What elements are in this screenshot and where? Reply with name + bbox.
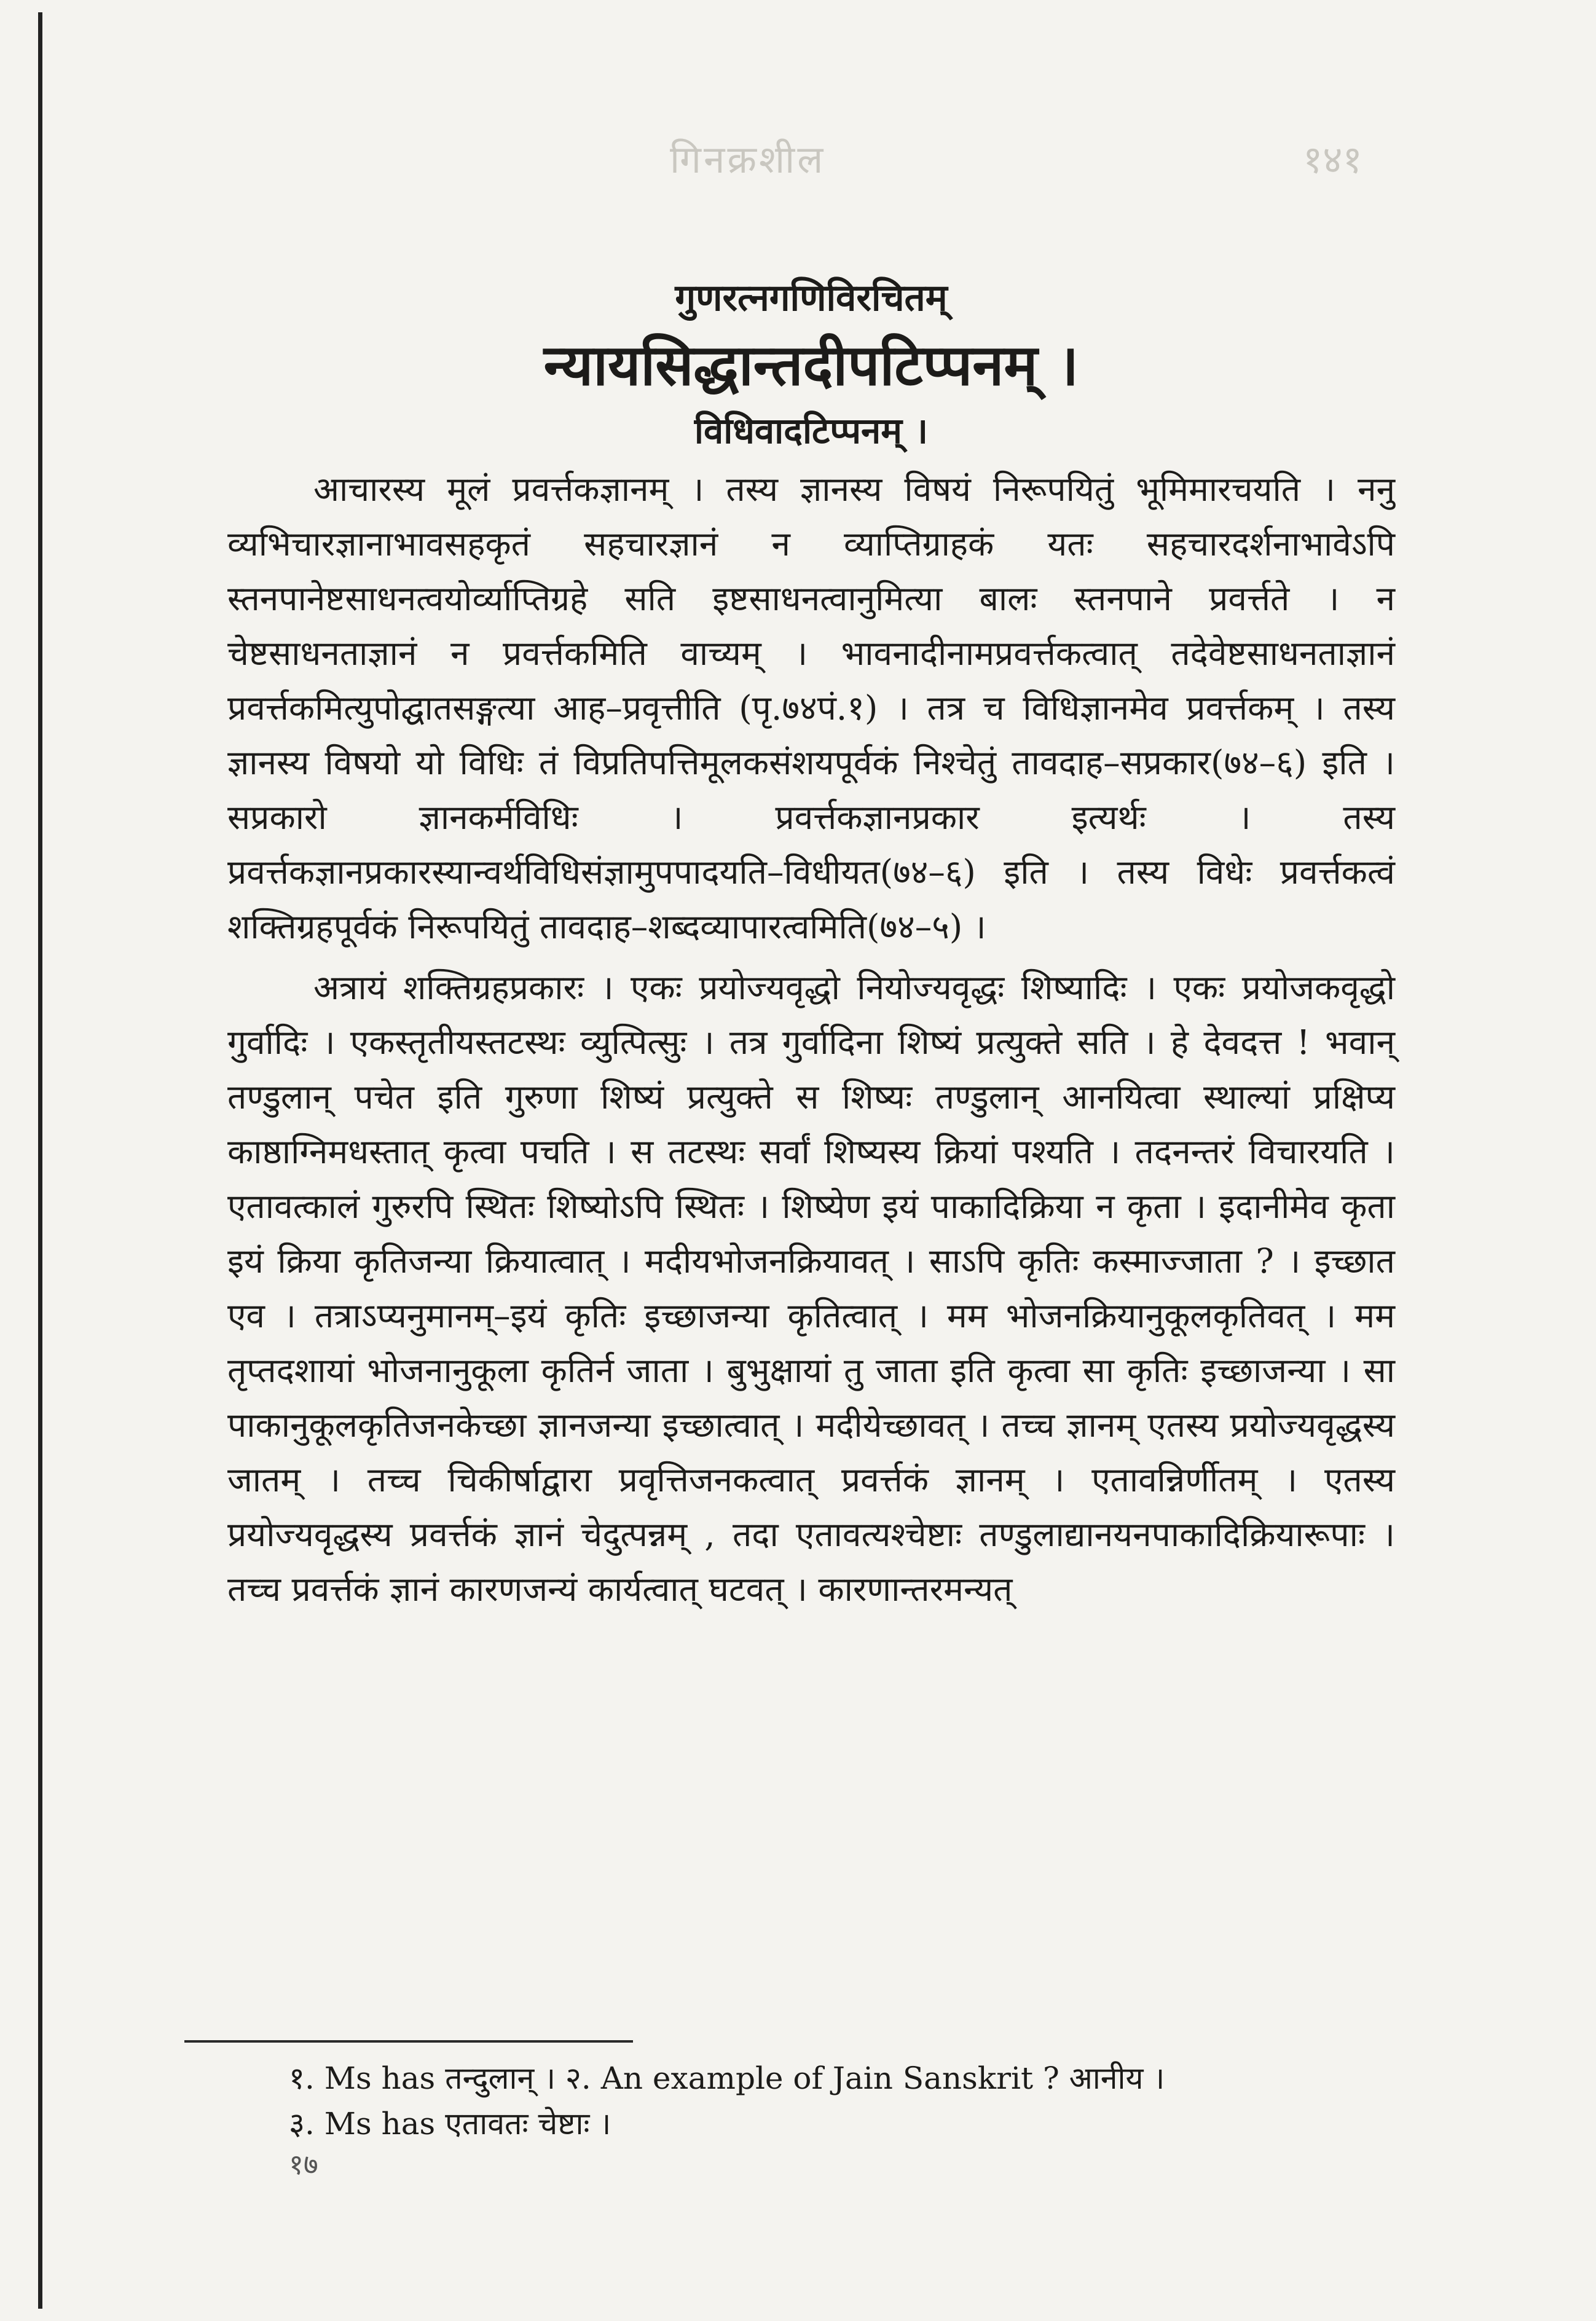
footnote-divider bbox=[184, 2040, 633, 2043]
author-line: गुणरत्नगणिविरचितम् bbox=[675, 277, 948, 320]
section-heading: विधिवादटिप्पनम् । bbox=[694, 410, 929, 452]
page-edge-rule bbox=[38, 12, 42, 2309]
paragraph-1: आचारस्य मूलं प्रवर्त्तकज्ञानम् । तस्य ज्ञानस्य विषयं निरूपयितुं भूमिमारचयति । ननु व्यभिचारज्ञानाभावसहकृतं सहचारज्ञानं न व्याप्तिग्राहकं यतः सहचारदर्शनाभावेऽपि स्तनपानेष्टसाधनत्वयोर्व्याप्तिग्रहे सति इष्टसाधनत्वानुमित्या बालः स्तनपाने प्रवर्त्तते । न चेष्टसाधनताज्ञानं न प्रवर्त्तकमिति वाच्यम् । भावनादीनामप्रवर्त्तकत्वात् तदेवेष्टसाधनताज्ञानं प्रवर्त्तकमित्युपोद्घातसङ्गत्या आह–प्रवृत्तीति (पृ.७४पं.१) । तत्र च विधिज्ञानमेव प्रवर्त्तकम् । तस्य ज्ञानस्य विषयो यो विधिः तं विप्रतिपत्तिमूलकसंशयपूर्वकं निश्चेतुं तावदाह–सप्रकार(७४–६) इति । सप्रकारो ज्ञानकर्मविधिः । प्रवर्त्तकज्ञानप्रकार इत्यर्थः । तस्य प्रवर्त्तकज्ञानप्रकारस्यान्वर्थविधिसंज्ञामुपपादयति–विधीयत(७४–६) इति । तस्य विधेः प्रवर्त्तकत्वं शक्तिग्रहपूर्वकं निरूपयितुं तावदाह–शब्दव्यापारत्वमिति(७४–५) । bbox=[227, 469, 1395, 946]
signature-mark: १७ bbox=[289, 2148, 318, 2181]
page-content bbox=[227, 270, 1395, 1617]
bleed-through-header: गिनक्रशील bbox=[670, 137, 826, 182]
bleed-through-page-number: १४१ bbox=[1303, 137, 1362, 182]
footnote-1-2: १. Ms has तन्दुलान् । २. An example of Jain Sanskrit ? आनीय । bbox=[289, 2060, 1165, 2096]
footnote-3: ३. Ms has एतावतः चेष्टाः । bbox=[289, 2106, 611, 2142]
page-title: न्यायसिद्धान्तदीपटिप्पनम् । bbox=[543, 332, 1079, 398]
footnotes bbox=[289, 2056, 1426, 2146]
paragraph-2: अत्रायं शक्तिग्रहप्रकारः । एकः प्रयोज्यवृद्धो नियोज्यवृद्धः शिष्यादिः । एकः प्रयोजकवृद्धो गुर्वादिः । एकस्तृतीयस्तटस्थः व्युत्पित्सुः । तत्र गुर्वादिना शिष्यं प्रत्युक्ते सति । हे देवदत्त ! भवान् तण्डुलान् पचेत इति गुरुणा शिष्यं प्रत्युक्ते स शिष्यः तण्डुलान् आनयित्वा स्थाल्यां प्रक्षिप्य काष्ठाग्निमधस्तात् कृत्वा पचति । स तटस्थः सर्वां शिष्यस्य क्रियां पश्यति । तदनन्तरं विचारयति । एतावत्कालं गुरुरपि स्थितः शिष्योऽपि स्थितः । शिष्येण इयं पाकादिक्रिया न कृता । इदानीमेव कृता इयं क्रिया कृतिजन्या क्रियात्वात् । मदीयभोजनक्रियावत् । साऽपि कृतिः कस्माज्जाता ? । इच्छात एव । तत्राऽप्यनुमानम्–इयं कृतिः इच्छाजन्या कृतित्वात् । मम भोजनक्रियानुकूलकृतिवत् । मम तृप्तदशायां भोजनानुकूला कृतिर्न जाता । बुभुक्षायां तु जाता इति कृत्वा सा कृतिः इच्छाजन्या । सा पाकानुकूलकृतिजनकेच्छा ज्ञानजन्या इच्छात्वात् । मदीयेच्छावत् । तच्च ज्ञानम् एतस्य प्रयोज्यवृद्धस्य जातम् । तच्च चिकीर्षाद्वारा प्रवृत्तिजनकत्वात् प्रवर्त्तकं ज्ञानम् । एतावन्निर्णीतम् । एतस्य प्रयोज्यवृद्धस्य प्रवर्त्तकं ज्ञानं चेदुत्पन्नम् , तदा एतावत्यश्चेष्टाः तण्डुलाद्यानयनपाकादिक्रियारूपाः । तच्च प्रवर्त्तकं ज्ञानं कारणजन्यं कार्यत्वात् घटवत् । कारणान्तरमन्यत् bbox=[227, 968, 1395, 1609]
title-block bbox=[227, 270, 1395, 457]
